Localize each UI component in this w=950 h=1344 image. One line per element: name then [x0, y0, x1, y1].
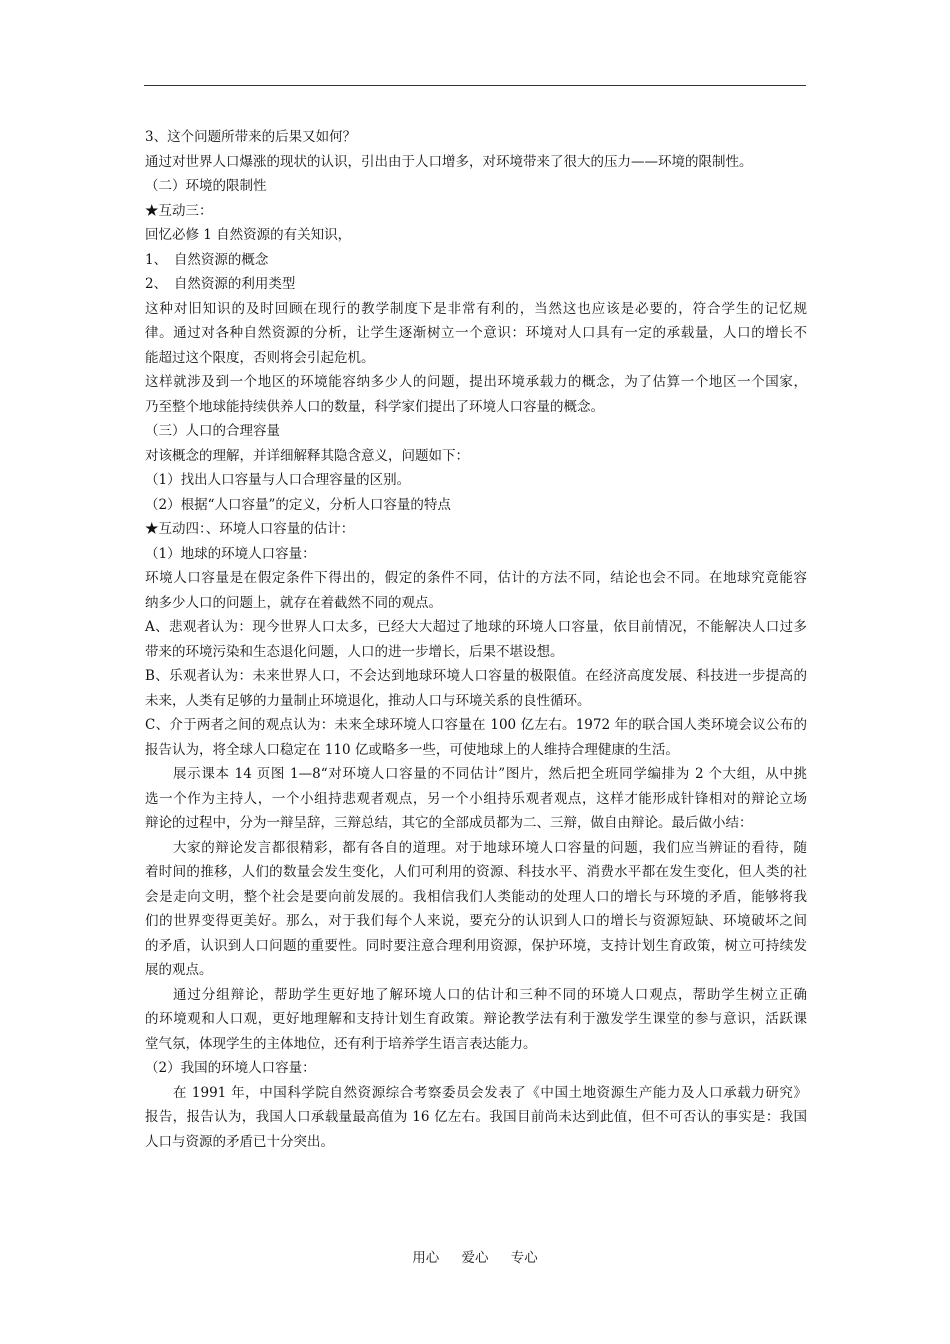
text-line: ★互动三：	[145, 202, 213, 219]
text-line: （1）地球的环境人口容量：	[145, 545, 316, 562]
text-line: 这种对旧知识的及时回顾在现行的教学制度下是非常有利的，当然这也应该是必要的，符合学生的记忆规	[145, 300, 807, 317]
text-line: 未来，人类有足够的力量制止环境退化，推动人口与环境关系的良性循环。	[145, 692, 591, 709]
text-line: 3、这个问题所带来的后果又如何？	[145, 129, 357, 145]
text-line: 展示课本 14 页图 1—8“对环境人口容量的不同估计”图片，然后把全班同学编排为 2 个大组，从中挑	[173, 766, 807, 782]
text-line: （1）找出人口容量与人口合理容量的区别。	[145, 472, 411, 488]
text-line: 乃至整个地球能持续供养人口的数量，科学家们提出了环境人口容量的概念。	[145, 398, 604, 415]
text-line: 报告，报告认为，我国人口承载量最高值为 16 亿左右。我国目前尚未达到此值，但不可否认的事实是：我国	[145, 1109, 807, 1125]
text-line: 的矛盾，认识到人口问题的重要性。同时要注意合理利用资源，保护环境，支持计划生育政策，树立可持续发	[145, 937, 807, 954]
text-line: 堂气氛，体现学生的主体地位，还有利于培养学生语言表达能力。	[145, 1035, 537, 1052]
text-line: 2、 自然资源的利用类型	[145, 276, 296, 292]
text-line: 大家的辩论发言都很精彩，都有各自的道理。对于地球环境人口容量的问题，我们应当辨证的看待，随	[173, 839, 807, 856]
text-line: 这样就涉及到一个地区的环境能容纳多少人的问题，提出环境承载力的概念，为了估算一个地区一个国家，	[145, 374, 807, 390]
text-line: 通过分组辩论，帮助学生更好地了解环境人口的估计和三种不同的环境人口观点，帮助学生树立正确	[173, 986, 807, 1003]
text-line: 会是走向文明，整个社会是要向前发展的。我相信我们人类能动的处理人口的增长与环境的矛盾，能够将我	[145, 888, 807, 905]
text-line: 的环境观和人口观，更好地理解和支持计划生育政策。辩论教学法有利于激发学生课堂的参与意识，活跃课	[145, 1011, 807, 1027]
text-line: 着时间的推移，人们的数量会发生变化，人们可利用的资源、科技水平、消费水平都在发生变化，但人类的社	[145, 864, 807, 880]
text-line: 环境人口容量是在假定条件下得出的，假定的条件不同，估计的方法不同，结论也会不同。在地球究竟能容	[145, 570, 807, 586]
document-body	[145, 125, 807, 1154]
footer-item-2: 爱心	[461, 1250, 489, 1266]
page-footer	[0, 1248, 950, 1268]
text-line: B、乐观者认为：未来世界人口，不会达到地球环境人口容量的极限值。在经济高度发展、科技进一步提高的	[145, 668, 807, 684]
header-rule	[144, 85, 806, 86]
text-line: 们的世界变得更美好。那么，对于我们每个人来说，要充分的认识到人口的增长与资源短缺、环境破坏之间	[145, 913, 807, 929]
text-line: 在 1991 年，中国科学院自然资源综合考察委员会发表了《中国土地资源生产能力及人口承载力研究》	[173, 1084, 807, 1101]
footer-item-3: 专心	[510, 1250, 538, 1266]
text-line: 辩论的过程中，分为一辩呈辞，三辩总结，其它的全部成员都为二、三辩，做自由辩论。最后做小结：	[145, 815, 753, 831]
text-line: ★互动四：、环境人口容量的估计：	[145, 521, 355, 537]
text-line: C、介于两者之间的观点认为：未来全球环境人口容量在 100 亿左右。1972 年的联合国人类环境会议公布的	[145, 717, 807, 733]
footer-item-1: 用心	[412, 1250, 440, 1266]
text-line: A、悲观者认为：现今世界人口太多，已经大大超过了地球的环境人口容量，依目前情况，不能解决人口过多	[145, 619, 807, 635]
text-line: 回忆必修 1 自然资源的有关知识，	[145, 227, 352, 243]
text-line: 带来的环境污染和生态退化问题，人口的进一步增长，后果不堪设想。	[145, 643, 564, 660]
text-line: 通过对世界人口爆涨的现状的认识，引出由于人口增多，对环境带来了很大的压力——环境的限制性。	[145, 153, 753, 170]
text-line: （三）人口的合理容量	[145, 423, 280, 439]
text-line: 1、 自然资源的概念	[145, 251, 269, 268]
text-line: （2）我国的环境人口容量：	[145, 1060, 316, 1076]
text-line: 纳多少人口的问题上，就存在着截然不同的观点。	[145, 594, 442, 611]
text-line: 能超过这个限度，否则将会引起危机。	[145, 349, 375, 366]
text-line: 对该概念的理解，并详细解释其隐含意义，问题如下：	[145, 447, 469, 464]
text-line: （2）根据“人口容量”的定义，分析人口容量的特点	[145, 496, 451, 513]
text-line: 展的观点。	[145, 962, 213, 978]
text-line: 律。通过对各种自然资源的分析，让学生逐渐树立一个意识：环境对人口具有一定的承载量，人口的增长不	[145, 325, 807, 341]
text-line: （二）环境的限制性	[145, 178, 267, 194]
text-line: 选一个作为主持人，一个小组持悲观者观点，另一个小组持乐观者观点，这样才能形成针锋相对的辩论立场	[145, 790, 807, 807]
text-line: 报告认为，将全球人口稳定在 110 亿或略多一些，可使地球上的人维持合理健康的生活。	[145, 741, 679, 758]
text-line: 人口与资源的矛盾已十分突出。	[145, 1133, 334, 1150]
